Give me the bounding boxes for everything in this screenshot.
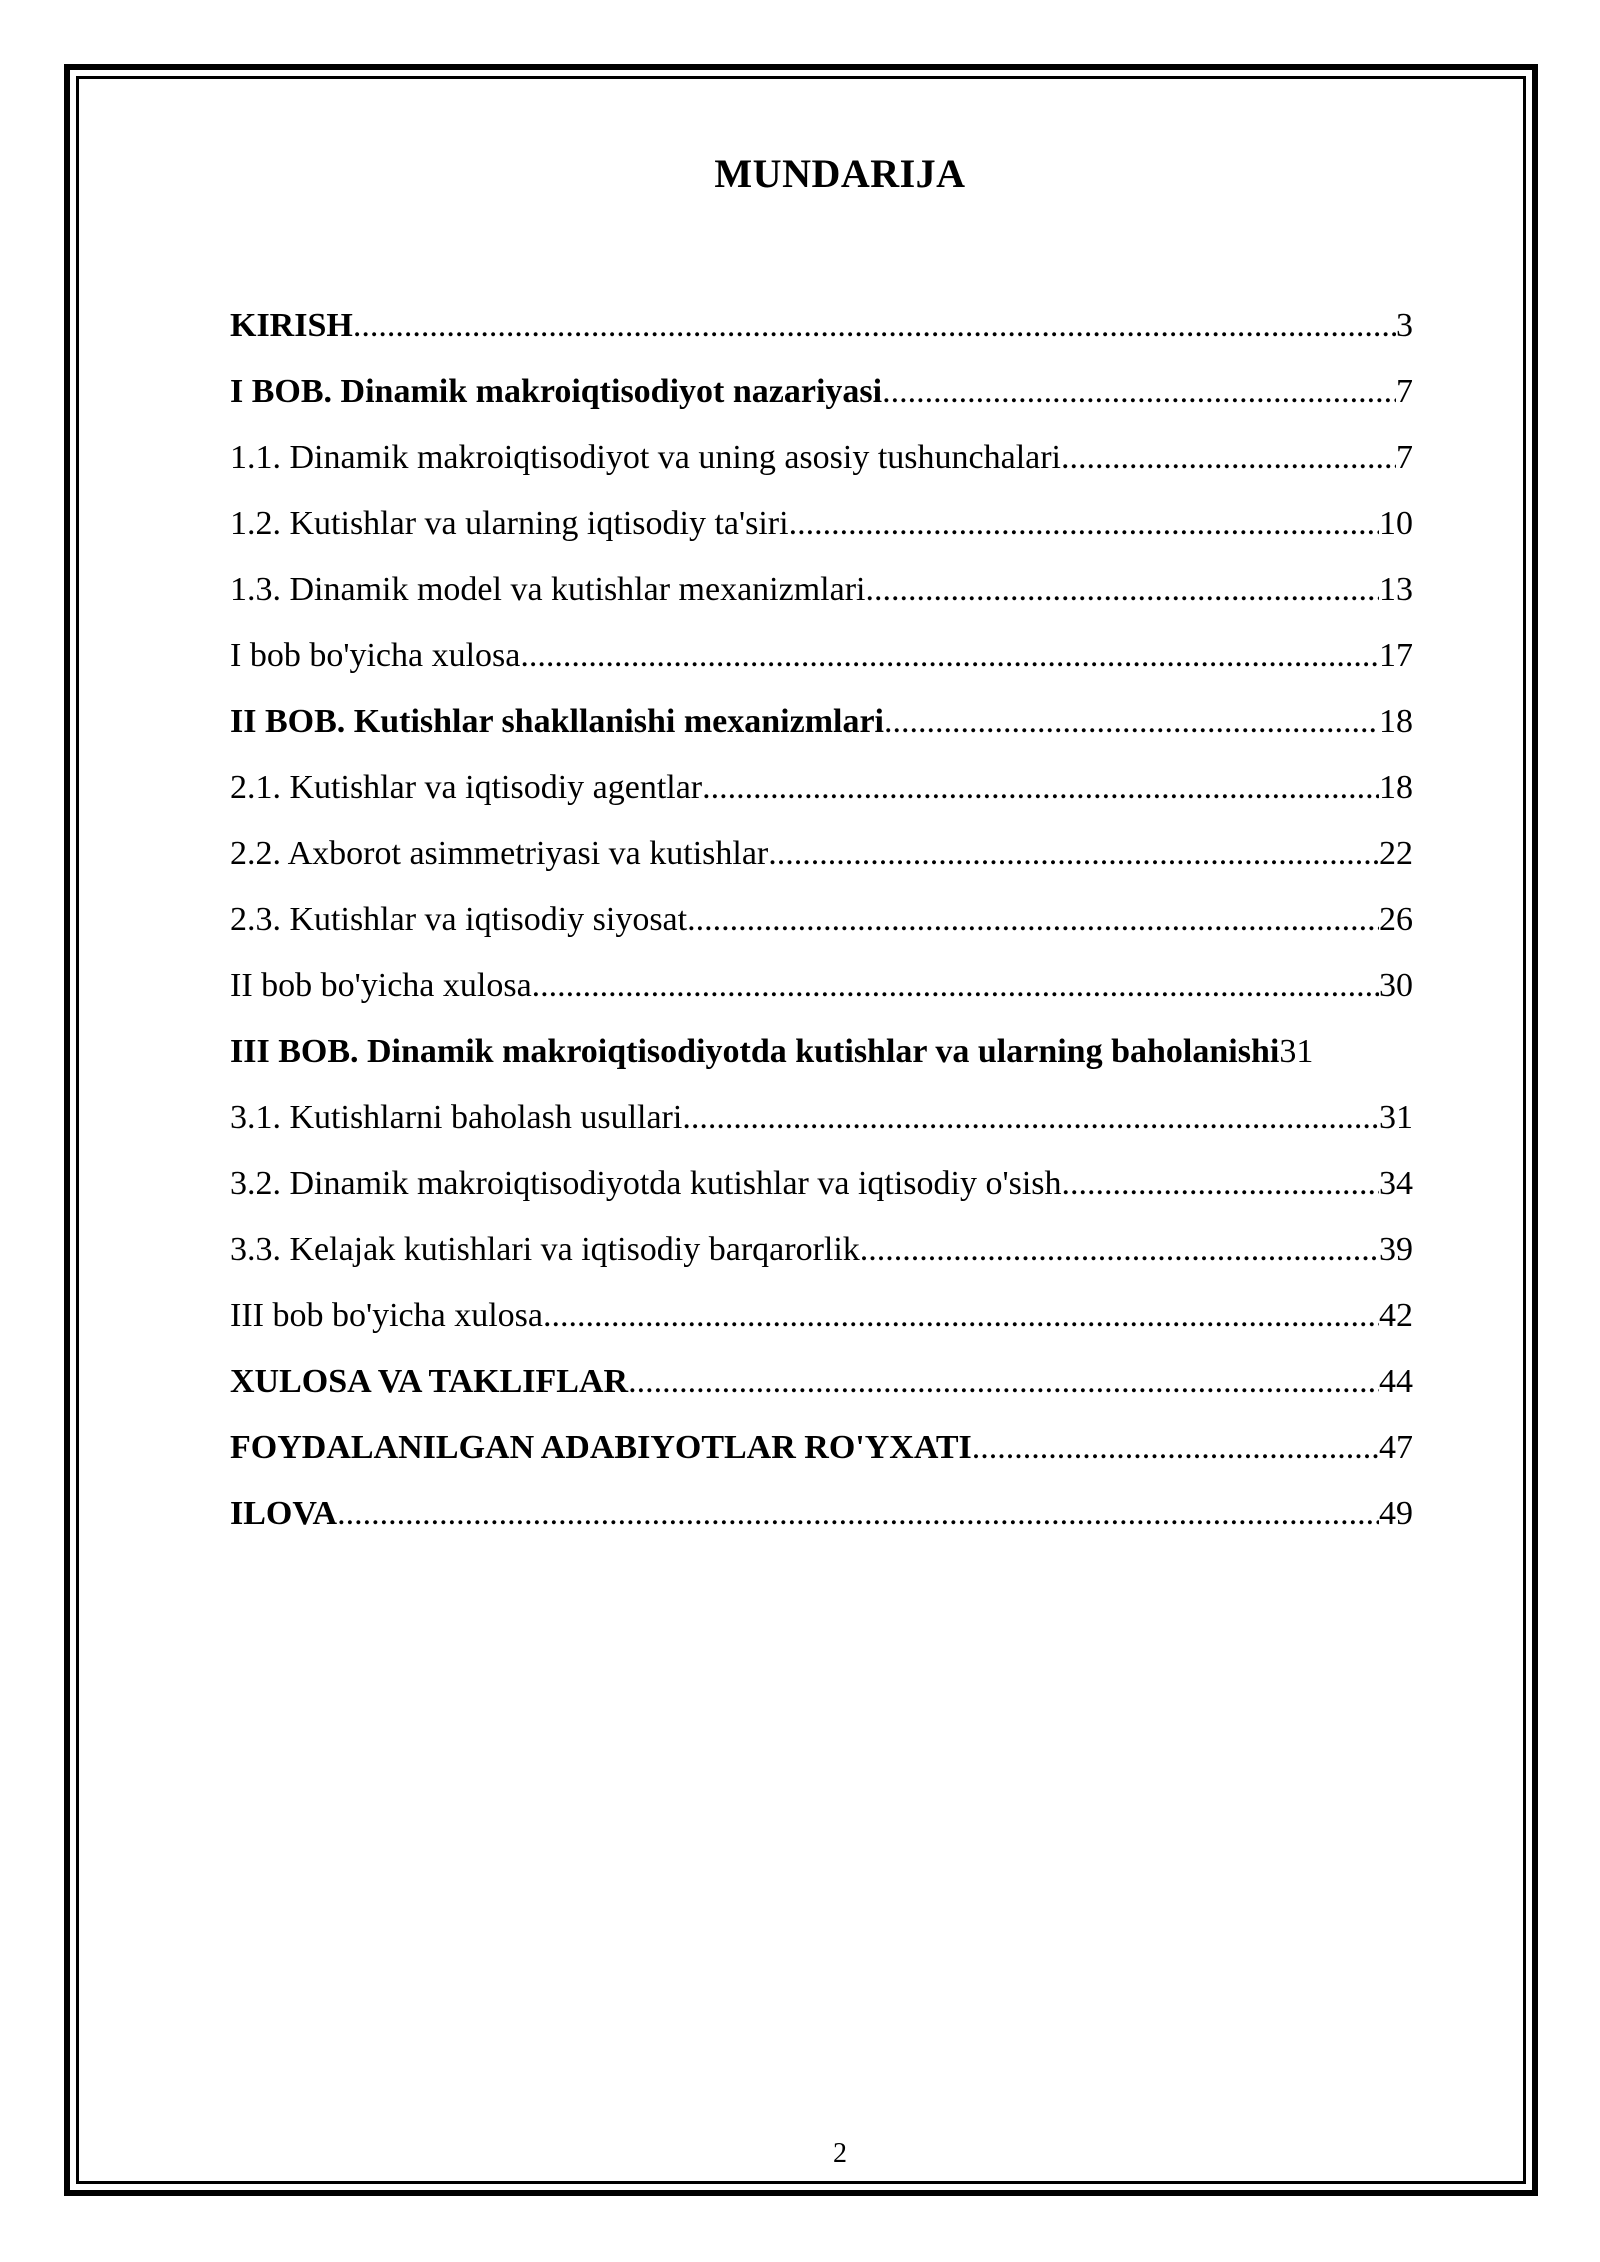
toc-entry-title: 3.3. Kelajak kutishlari va iqtisodiy barqarorlik <box>230 1231 860 1268</box>
toc-entry-title: III bob bo'yicha xulosa <box>230 1297 543 1334</box>
toc-entry-page: 31 <box>1379 1099 1413 1136</box>
toc-entry[interactable] <box>230 491 1413 557</box>
toc-entry-title: 3.2. Dinamik makroiqtisodiyotda kutishlar va iqtisodiy o'sish <box>230 1165 1062 1202</box>
toc-dot-leader <box>865 557 1379 623</box>
toc-entry-title: II BOB. Kutishlar shakllanishi mexanizmlari <box>230 703 885 740</box>
toc-entry-page: 7 <box>1396 373 1413 410</box>
toc-dot-leader <box>1061 425 1396 491</box>
toc-entry[interactable] <box>230 1019 1413 1085</box>
toc-entry-page: 26 <box>1379 901 1413 938</box>
toc-entry[interactable] <box>230 293 1413 359</box>
toc-entry[interactable] <box>230 1481 1413 1547</box>
toc-entry-title: 2.2. Axborot asimmetriyasi va kutishlar <box>230 835 769 872</box>
toc-entry-page: 42 <box>1379 1297 1413 1334</box>
toc-dot-leader <box>543 1283 1379 1349</box>
toc-entry[interactable] <box>230 887 1413 953</box>
toc-entry-title: 1.1. Dinamik makroiqtisodiyot va uning asosiy tushunchalari <box>230 439 1062 476</box>
toc-entry-page: 30 <box>1379 967 1413 1004</box>
toc-dot-leader <box>520 623 1379 689</box>
toc-entry[interactable] <box>230 425 1413 491</box>
toc-entry[interactable] <box>230 1217 1413 1283</box>
toc-dot-leader <box>882 359 1396 425</box>
toc-dot-leader <box>972 1415 1379 1481</box>
toc-dot-leader <box>337 1481 1379 1547</box>
toc-dot-leader <box>687 887 1379 953</box>
toc-entry-page: 34 <box>1379 1165 1413 1202</box>
toc-entry-page: 17 <box>1379 637 1413 674</box>
toc-entry-title: 2.1. Kutishlar va iqtisodiy agentlar <box>230 769 703 806</box>
toc-entry-title: 2.3. Kutishlar va iqtisodiy siyosat <box>230 901 688 938</box>
toc-entry-page: 18 <box>1379 769 1413 806</box>
toc-entry-title: 3.1. Kutishlarni baholash usullari <box>230 1099 683 1136</box>
toc-entry[interactable] <box>230 953 1413 1019</box>
toc-entry-title: II bob bo'yicha xulosa <box>230 967 532 1004</box>
toc-entry[interactable] <box>230 1151 1413 1217</box>
toc-entry-title: XULOSA VA TAKLIFLAR <box>230 1363 629 1400</box>
page-number: 2 <box>833 2138 847 2169</box>
toc-dot-leader <box>789 491 1379 557</box>
toc-entry-page: 7 <box>1396 439 1413 476</box>
toc-entry-page: 13 <box>1379 571 1413 608</box>
toc-dot-leader <box>682 1085 1379 1151</box>
toc-entry-title: I BOB. Dinamik makroiqtisodiyot nazariyasi <box>230 373 883 410</box>
toc-entry-page: 3 <box>1396 307 1413 344</box>
toc-entry-page: 49 <box>1379 1495 1413 1532</box>
toc-entry-page: 22 <box>1379 835 1413 872</box>
toc-dot-leader <box>768 821 1379 887</box>
toc-entry-title: FOYDALANILGAN ADABIYOTLAR RO'YXATI <box>230 1429 972 1466</box>
toc-entry[interactable] <box>230 755 1413 821</box>
toc-entry-page: 39 <box>1379 1231 1413 1268</box>
document-title: MUNDARIJA <box>714 151 966 196</box>
toc-entry-title: KIRISH <box>230 307 353 344</box>
table-of-contents <box>230 293 1413 1547</box>
toc-entry-title: III BOB. Dinamik makroiqtisodiyotda kutishlar va ularning baholanishi <box>230 1033 1280 1070</box>
toc-dot-leader <box>702 755 1379 821</box>
toc-entry[interactable] <box>230 623 1413 689</box>
toc-entry-page: 18 <box>1379 703 1413 740</box>
toc-entry-title: I bob bo'yicha xulosa <box>230 637 521 674</box>
toc-entry[interactable] <box>230 359 1413 425</box>
toc-entry[interactable] <box>230 1085 1413 1151</box>
toc-entry[interactable] <box>230 689 1413 755</box>
toc-entry[interactable] <box>230 557 1413 623</box>
toc-entry[interactable] <box>230 1415 1413 1481</box>
toc-entry[interactable] <box>230 1349 1413 1415</box>
toc-dot-leader <box>532 953 1379 1019</box>
toc-entry-title: 1.3. Dinamik model va kutishlar mexanizmlari <box>230 571 866 608</box>
toc-entry-page: 10 <box>1379 505 1413 542</box>
toc-dot-leader <box>353 293 1396 359</box>
toc-entry[interactable] <box>230 1283 1413 1349</box>
toc-entry-page: 47 <box>1379 1429 1413 1466</box>
toc-dot-leader <box>860 1217 1379 1283</box>
toc-entry-title: ILOVA <box>230 1495 338 1532</box>
toc-dot-leader <box>1062 1151 1379 1217</box>
toc-entry-page: 44 <box>1379 1363 1413 1400</box>
toc-entry[interactable] <box>230 821 1413 887</box>
toc-entry-title: 1.2. Kutishlar va ularning iqtisodiy ta'siri <box>230 505 789 542</box>
toc-entry-page: 31 <box>1279 1033 1314 1070</box>
toc-dot-leader <box>628 1349 1379 1415</box>
toc-dot-leader <box>884 689 1379 755</box>
